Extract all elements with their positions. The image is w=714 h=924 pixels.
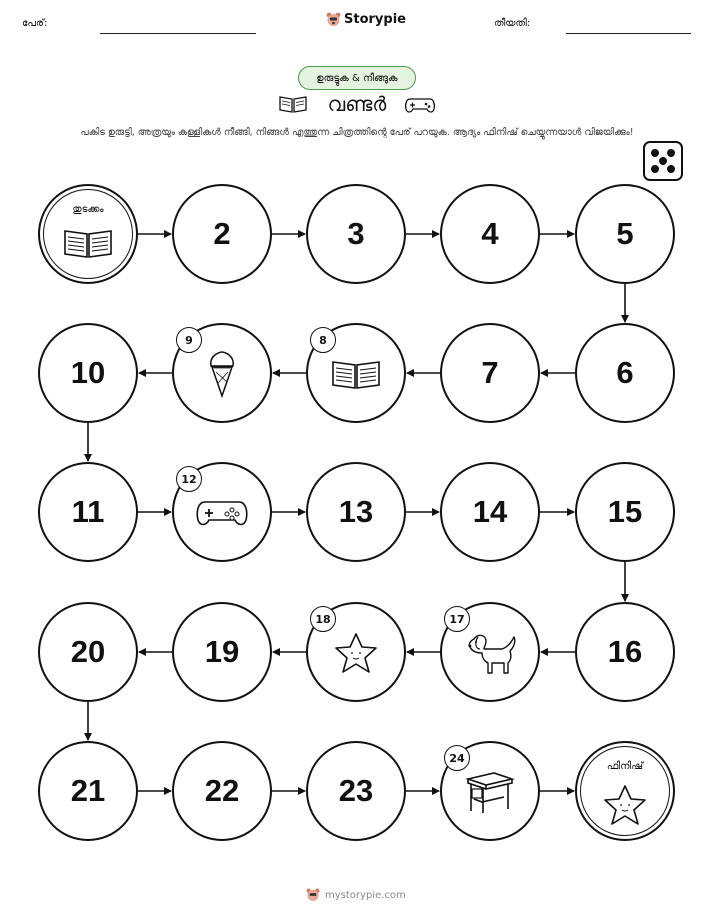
cell-number: 3 <box>347 216 365 251</box>
footer-url[interactable]: mystorypie.com <box>325 889 406 901</box>
book-icon <box>330 357 382 395</box>
board-cell-19 <box>172 602 272 702</box>
cell-number-badge: 8 <box>310 327 336 353</box>
board-cell-4 <box>440 184 540 284</box>
cell-number-badge: 17 <box>444 606 470 632</box>
board-cell-7 <box>440 323 540 423</box>
board-cell-5 <box>575 184 675 284</box>
star-icon <box>602 783 648 831</box>
start-label: തുടക്കം <box>72 204 104 215</box>
board-cell-23 <box>306 741 406 841</box>
bear-logo-icon <box>306 888 320 902</box>
ice-cream-icon <box>207 350 237 402</box>
cell-number: 19 <box>204 634 240 669</box>
cell-number: 7 <box>481 355 499 390</box>
board-cell-24 <box>440 741 540 841</box>
star-icon <box>333 631 379 679</box>
cell-number-badge: 18 <box>310 606 336 632</box>
board-cell-10 <box>38 323 138 423</box>
board-cell-21 <box>38 741 138 841</box>
board-cell-16 <box>575 602 675 702</box>
finish-cell <box>575 741 675 841</box>
cell-number: 6 <box>616 355 634 390</box>
page-title: വണ്ടർ <box>327 92 387 116</box>
board-cell-12 <box>172 462 272 562</box>
cell-number: 21 <box>70 773 106 808</box>
cell-number: 4 <box>481 216 499 251</box>
book-icon <box>62 226 114 264</box>
cell-number: 5 <box>616 216 634 251</box>
board-cell-8 <box>306 323 406 423</box>
cell-number: 23 <box>338 773 374 808</box>
brand-name: Storypie <box>344 12 406 27</box>
cell-number-badge: 24 <box>444 745 470 771</box>
board-cell-13 <box>306 462 406 562</box>
board-cell-18 <box>306 602 406 702</box>
name-label: പേര്: <box>22 18 48 29</box>
dog-icon <box>462 631 518 679</box>
cell-number: 2 <box>213 216 231 251</box>
desk-icon <box>464 769 516 819</box>
cell-number: 16 <box>607 634 643 669</box>
cell-number: 20 <box>70 634 106 669</box>
board-cell-14 <box>440 462 540 562</box>
cell-number-badge: 9 <box>176 327 202 353</box>
cell-number: 22 <box>204 773 240 808</box>
cell-number-badge: 12 <box>176 466 202 492</box>
cell-number: 13 <box>338 494 374 529</box>
cell-number: 10 <box>70 355 106 390</box>
cell-number: 15 <box>607 494 643 529</box>
board-cell-22 <box>172 741 272 841</box>
game-controller-icon <box>195 498 249 532</box>
board-cell-6 <box>575 323 675 423</box>
cell-number: 11 <box>71 494 105 529</box>
date-label: തീയതി: <box>494 18 531 29</box>
board-cell-9 <box>172 323 272 423</box>
board-cell-11 <box>38 462 138 562</box>
cell-number: 14 <box>472 494 508 529</box>
board-cell-3 <box>306 184 406 284</box>
board-cell-2 <box>172 184 272 284</box>
category-pill: ഉരുട്ടുക & നീങ്ങുക <box>298 66 416 90</box>
start-cell <box>38 184 138 284</box>
board-cell-17 <box>440 602 540 702</box>
board-cell-20 <box>38 602 138 702</box>
board-cell-15 <box>575 462 675 562</box>
footer <box>306 888 406 902</box>
finish-label: ഫിനിഷ് <box>606 761 644 772</box>
instructions: പകിട ഉരുട്ടി, അത്രയും കള്ളികൾ നീങ്ങി, നിങ്ങൾ എത്തുന്ന ചിത്രത്തിന്റെ പേര് പറയുക. ആദ്യം ഫിനിഷ് ചെയ്യുന്നയാൾ വിജയിക്കും! <box>80 127 634 138</box>
